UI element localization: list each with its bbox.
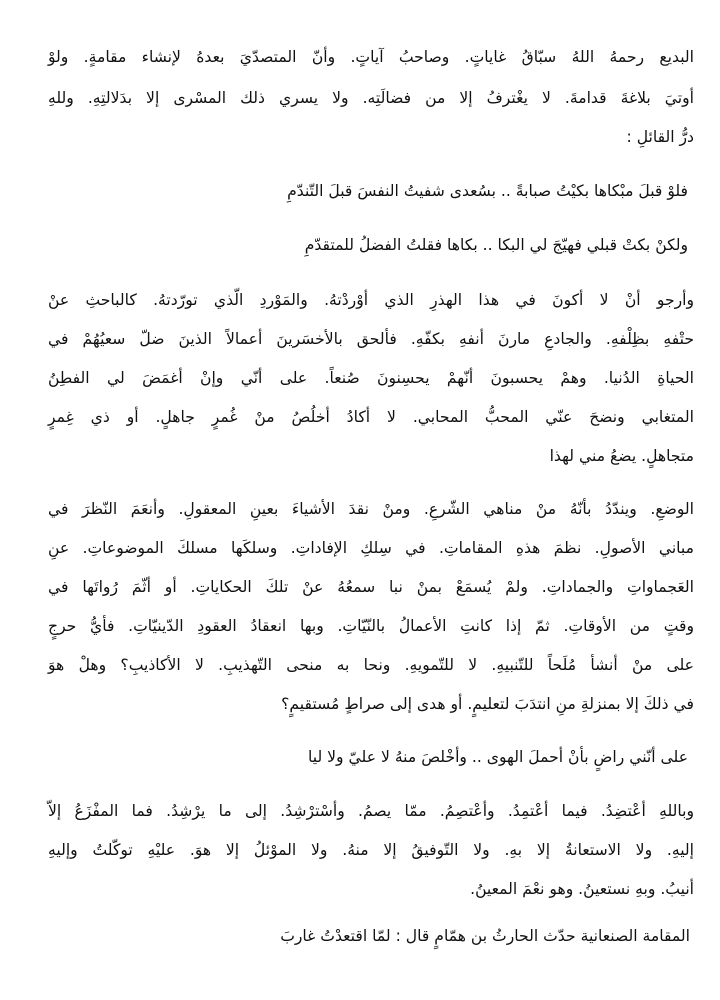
text-line: الوضعِ. ويندّدُ بأنّهُ منْ مناهي الشّرعِ. ومنْ نقدَ الأشياءَ بعينِ المعقولِ. وأنعَمَ النّظرَ في	[48, 500, 694, 518]
text-line: العَجماواتِ والجماداتِ. ولمْ يُسمَعْ بمنْ نبا سمعُهُ عنْ تلكَ الحكاياتِ. أو أثّمَ رُواتَها في	[48, 578, 694, 596]
text-line: أوتيَ بلاغةَ قدامةَ. لا يغْترفُ إلا من فضالَتِه. ولا يسري ذلك المسْرى إلا بدَلالتِهِ. وللهِ	[48, 89, 694, 107]
text-line: حتْفهِ بظِلْفهِ. والجادعِ مارنَ أنفهِ بكفّهِ. فألحق بالأخسَرينَ أعمالاً الذينَ ضلّ سعيُهُمْ في	[48, 330, 694, 348]
text-line: متجاهلٍ. يضعُ مني لهذا	[549, 447, 694, 465]
text-line: المتغابي ونضحَ عنّي المحبُّ المحابي. لا أكادُ أخلُصُ منْ غُمرٍ جاهلٍ. أو ذي غِمرٍ	[48, 408, 694, 426]
text-line: البديع رحمهُ اللهُ سبّاقُ غاياتٍ. وصاحبُ آياتٍ. وأنّ المتصدّيَ بعدهُ لإنشاء مقامةٍ. ولوْ	[48, 48, 694, 66]
text-line: درُّ القائلِ :	[626, 128, 694, 146]
text-line: وأرجو أنْ لا أكونَ في هذا الهذرِ الذي أوْردْتهُ. والمَوْردِ الّذي تورّدتهُ. كالباحثِ عنْ	[48, 291, 694, 309]
text-line: أنيبُ. وبهِ نستعينُ. وهو نعْمَ المعينُ.	[470, 880, 694, 898]
verse-line: ولكنْ بكتْ قبلي فهيّجَ لي البكا .. بكاها فقلتُ الفضلُ للمتقدّمِ	[304, 236, 688, 254]
text-line: المقامة الصنعانية حدّث الحارثُ بن همّامٍ قال : لمّا اقتعدْتُ غاربَ	[280, 927, 690, 945]
verse-line: على أنّني راضٍ بأنْ أحملَ الهوى .. وأخْلصَ منهُ لا عليّ ولا ليا	[308, 748, 688, 766]
text-line: الحياةِ الدُنيا. وهمْ يحسبونَ أنّهمْ يحسِنونَ صُنعاً. على أنّي وإنْ أغمَضَ لي الفطِنُ	[48, 369, 694, 387]
text-line: وقتٍ من الأوقاتِ. ثمّ إذا كانتِ الأعمالُ بالنّيّاتِ. وبها انعقادُ العقودِ الدّينيّاتِ. فأيُّ حرجٍ	[48, 617, 694, 635]
verse-line: فلوْ قبلَ مبْكاها بكيْتُ صبابةً .. بسُعدى شفيتُ النفسَ قبلَ التّندّمِ	[287, 182, 688, 200]
text-line: على منْ أنشأ مُلَحاً للتّنبيهِ. لا للتّمويهِ. ونحا به منحى التّهذيبِ. لا الأكاذيبِ؟ وهلْ هوَ	[48, 656, 694, 674]
text-line: في ذلكَ إلا بمنزلةِ منِ انتدَبَ لتعليمٍ. أو هدى إلى صراطٍ مُستقيمٍ؟	[281, 695, 694, 713]
text-line: مباني الأصولِ. نظمَ هذهِ المقاماتِ. في سِلكِ الإفاداتِ. وسلكَها مسلكَ الموضوعاتِ. عنِ	[48, 539, 694, 557]
text-line: وباللهِ أعْتضِدُ. فيما أعْتمِدُ. وأعْتصِمُ. ممّا يصمُ. وأسْترْشِدُ. إلى ما يرْشِدُ. فما المفْزَعُ إلاّ	[48, 802, 694, 820]
text-line: إليهِ. ولا الاستعانةُ إلا بهِ. ولا التّوفيقُ إلا منهُ. ولا الموْئلُ إلا هوَ. عليْهِ توكّلتُ وإليهِ	[48, 841, 694, 859]
